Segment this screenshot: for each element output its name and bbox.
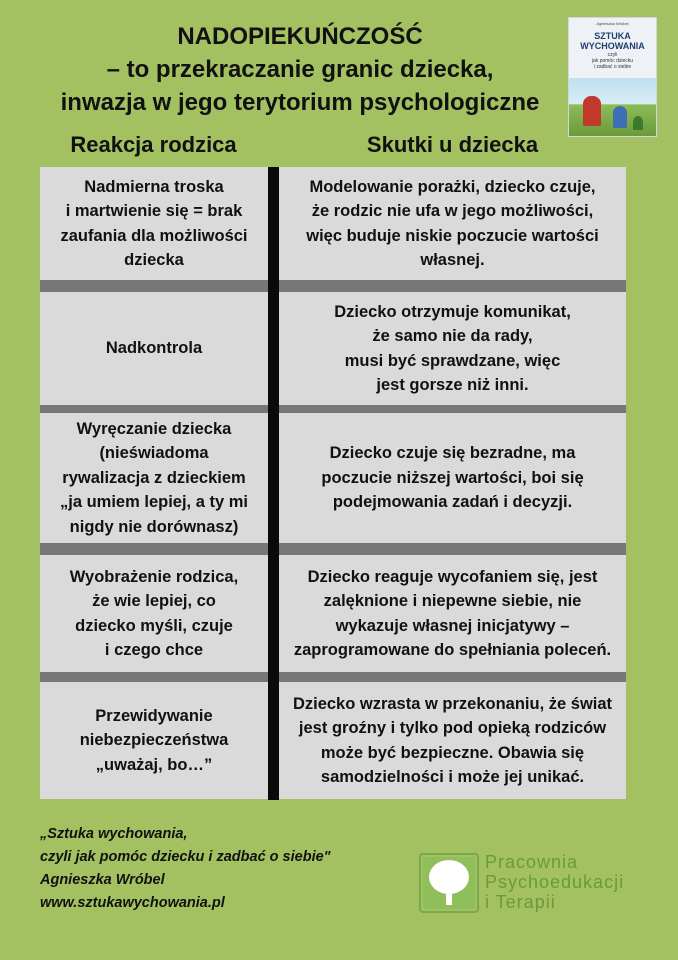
book-title-line-1: SZTUKA xyxy=(594,31,631,41)
footer-website: www.sztukawychowania.pl xyxy=(40,895,225,911)
text-line: Dziecko czuje się bezradne, ma xyxy=(329,444,576,463)
logo-text xyxy=(485,852,624,912)
effect-text xyxy=(306,175,599,273)
text-line: Modelowanie porażki, dziecko czuje, xyxy=(309,177,596,196)
book-subtitle xyxy=(569,52,656,70)
reaction-text xyxy=(60,417,248,540)
footer-line-2: czyli jak pomóc dziecku i zadbać o siebie" xyxy=(40,849,331,865)
effect-cell-1 xyxy=(279,167,626,280)
text-line: wykazuje własnej inicjatywy – xyxy=(335,616,570,635)
text-line: więc buduje niskie poczucie wartości xyxy=(306,226,599,245)
footer-line-3: Agnieszka Wróbel xyxy=(40,872,165,888)
reaction-cell-1 xyxy=(40,167,268,280)
adult-figure xyxy=(583,96,601,126)
text-line: „ja umiem lepiej, a ty mi xyxy=(60,493,248,512)
child-figure xyxy=(613,106,627,128)
book-title-line-2: WYCHOWANIA xyxy=(580,41,645,51)
column-header-reaction: Reakcja rodzica xyxy=(70,132,237,157)
text-line: poczucie niższej wartości, boi się xyxy=(321,468,584,487)
text-line: jest gorsze niż inni. xyxy=(376,376,529,394)
book-subtitle-line-3: i zadbać o siebie xyxy=(593,64,632,70)
reaction-text xyxy=(106,336,202,361)
row-separator xyxy=(40,405,626,413)
text-line: rywalizacja z dzieckiem xyxy=(62,468,246,487)
text-line: i martwienie się = brak xyxy=(65,202,243,220)
text-line: Nadmierna troska xyxy=(84,177,224,196)
text-line: Przewidywanie xyxy=(95,706,213,725)
text-line: że wie lepiej, co xyxy=(92,592,216,610)
text-line: (nieświadoma xyxy=(99,444,209,463)
row-separator xyxy=(40,543,626,555)
reaction-text xyxy=(80,704,229,778)
reaction-text xyxy=(60,175,247,273)
text-line: że rodzic nie ufa w jego możliwości, xyxy=(311,202,594,220)
text-line: Dziecko otrzymuje komunikat, xyxy=(334,302,571,321)
text-line: Dziecko wzrasta w przekonaniu, że świat xyxy=(292,694,613,713)
text-line: dziecko myśli, czuje xyxy=(75,616,233,635)
effect-cell-5 xyxy=(279,682,626,799)
text-line: i czego chce xyxy=(104,641,204,659)
logo-line-3: i Terapii xyxy=(485,892,556,912)
book-author: Agnieszka Wróbel xyxy=(596,21,629,26)
tree-logo-icon xyxy=(419,853,479,913)
effect-text xyxy=(321,441,583,515)
text-line: zaufania dla możliwości xyxy=(60,226,248,245)
footer-line-1: „Sztuka wychowania, xyxy=(40,826,188,842)
reaction-cell-4 xyxy=(40,555,268,672)
row-separator xyxy=(40,280,626,292)
text-line: Nadkontrola xyxy=(105,339,203,358)
book-cover xyxy=(568,17,657,137)
book-cover-illustration xyxy=(569,78,656,136)
text-line: Dziecko reaguje wycofaniem się, jest xyxy=(307,567,598,586)
effect-cell-2 xyxy=(279,292,626,405)
effect-cell-3 xyxy=(279,413,626,543)
logo-line-1: Pracownia xyxy=(485,852,579,872)
page-title xyxy=(20,20,580,119)
reaction-text xyxy=(70,565,238,663)
text-line: zalęknione i niepewne siebie, nie xyxy=(323,592,582,610)
effect-text xyxy=(334,300,571,398)
text-line: samodzielności i może jej unikać. xyxy=(320,768,585,786)
text-line: Wyręczanie dziecka xyxy=(76,419,232,438)
book-subtitle-line-1: czyli xyxy=(607,52,618,58)
footer-citation xyxy=(40,823,331,915)
reaction-cell-3 xyxy=(40,413,268,543)
text-line: musi być sprawdzane, więc xyxy=(344,351,561,370)
text-line: dziecka xyxy=(124,251,184,269)
text-line: podejmowania zadań i decyzji. xyxy=(332,493,573,512)
plant-figure xyxy=(633,116,643,130)
effect-cell-4 xyxy=(279,555,626,672)
reaction-cell-2 xyxy=(40,292,268,405)
book-subtitle-line-2: jak pomóc dziecku xyxy=(591,58,634,64)
text-line: zaprogramowane do spełniania poleceń. xyxy=(293,641,612,659)
reaction-cell-5 xyxy=(40,682,268,799)
book-title xyxy=(569,31,656,51)
title-line-2: – to przekraczanie granic dziecka, xyxy=(106,56,494,83)
text-line: niebezpieczeństwa xyxy=(79,731,229,750)
text-line: „uważaj, bo…” xyxy=(95,755,213,774)
row-separator xyxy=(40,672,626,682)
column-divider xyxy=(268,167,279,800)
text-line: nigdy nie dorównasz) xyxy=(69,517,239,536)
effect-text xyxy=(294,565,611,663)
effect-text xyxy=(293,692,612,790)
text-line: może być bezpieczne. Obawia się xyxy=(320,743,585,762)
text-line: Wyobrażenie rodzica, xyxy=(69,567,239,586)
logo-line-2: Psychoedukacji xyxy=(485,872,625,892)
text-line: że samo nie da rady, xyxy=(372,327,533,345)
title-line-1: NADOPIEKUŃCZOŚĆ xyxy=(177,23,423,50)
title-line-3: inwazja w jego terytorium psychologiczne xyxy=(60,89,540,116)
column-header-effect: Skutki u dziecka xyxy=(366,132,539,157)
text-line: jest groźny i tylko pod opieką rodziców xyxy=(298,719,607,737)
text-line: własnej. xyxy=(420,251,485,269)
